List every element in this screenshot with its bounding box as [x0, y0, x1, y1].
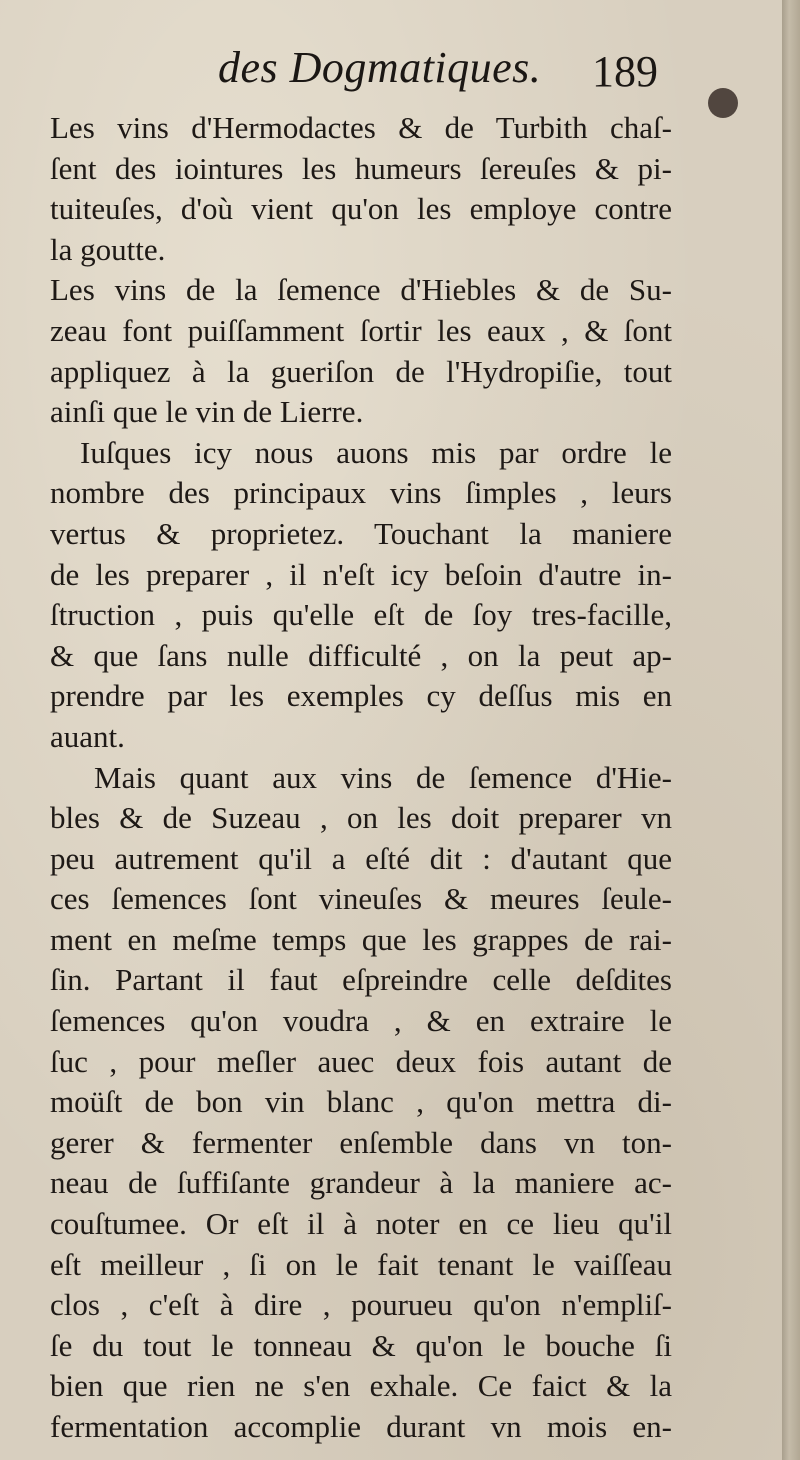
text-line: ſent des iointures les humeurs ſereuſes & pi- [50, 150, 672, 186]
text-line: moüſt de bon vin blanc , qu'on mettra di- [50, 1084, 672, 1120]
paragraph-1 [50, 108, 672, 270]
text-line: eſt meilleur , ſi on le fait tenant le vaiſſeau [50, 1246, 672, 1282]
text-line: prendre par les exemples cy deſſus mis en [50, 678, 672, 714]
paragraph-4 [50, 758, 672, 1448]
page-header [0, 42, 782, 112]
text-line: Les vins de la ſemence d'Hiebles & de Su- [50, 272, 672, 308]
text-line: tuiteuſes, d'où vient qu'on les employe contre [50, 191, 672, 227]
text-line: ſuc , pour meſler auec deux fois autant de [50, 1043, 672, 1079]
text-line: zeau font puiſſamment ſortir les eaux , & ſont [50, 312, 672, 348]
ink-blot-mark [708, 88, 738, 118]
text-line: neau de ſuffiſante grandeur à la maniere ac- [50, 1165, 672, 1201]
text-line: nombre des principaux vins ſimples , leurs [50, 475, 672, 511]
body-text [50, 108, 672, 1448]
text-line: bles & de Suzeau , on les doit preparer vn [50, 800, 672, 836]
text-line: auant. [50, 718, 125, 754]
text-line: peu autrement qu'il a eſté dit : d'autant que [50, 840, 672, 876]
text-line: de les preparer , il n'eſt icy beſoin d'autre in- [50, 556, 672, 592]
text-line: ſin. Partant il faut eſpreindre celle deſdites [50, 962, 672, 998]
text-line: la goutte. [50, 231, 166, 267]
text-line: ſtruction , puis qu'elle eſt de ſoy tres-facille, [50, 597, 672, 633]
text-line: fermentation accomplie durant vn mois en- [50, 1409, 672, 1444]
text-line: ces ſemences ſont vineuſes & meures ſeule- [50, 881, 672, 917]
text-line: bien que rien ne s'en exhale. Ce faict & la [50, 1368, 672, 1404]
text-line: vertus & proprietez. Touchant la maniere [50, 515, 672, 551]
text-line: Mais quant aux vins de ſemence d'Hie- [94, 759, 672, 795]
text-line: ainſi que le vin de Lierre. [50, 394, 364, 430]
page-number: 189 [592, 47, 658, 96]
paragraph-3 [50, 433, 672, 758]
text-line: clos , c'eſt à dire , pourueu qu'on n'empliſ- [50, 1287, 672, 1323]
paragraph-2 [50, 270, 672, 432]
text-line: couſtumee. Or eſt il à noter en ce lieu qu'il [50, 1206, 672, 1242]
text-line: ment en meſme temps que les grappes de rai- [50, 921, 672, 957]
page-edge [782, 0, 800, 1460]
text-line: Iuſques icy nous auons mis par ordre le [80, 434, 672, 470]
text-line: Les vins d'Hermodactes & de Turbith chaſ- [50, 110, 672, 145]
text-line: ſemences qu'on voudra , & en extraire le [50, 1003, 672, 1039]
running-title: des Dogmatiques. [218, 43, 542, 92]
text-line: ſe du tout le tonneau & qu'on le bouche ſi [50, 1327, 672, 1363]
text-line: gerer & fermenter enſemble dans vn ton- [50, 1124, 672, 1160]
text-line: appliquez à la gueriſon de l'Hydropiſie, tout [50, 353, 672, 389]
text-line: & que ſans nulle difficulté , on la peut ap- [50, 637, 672, 673]
